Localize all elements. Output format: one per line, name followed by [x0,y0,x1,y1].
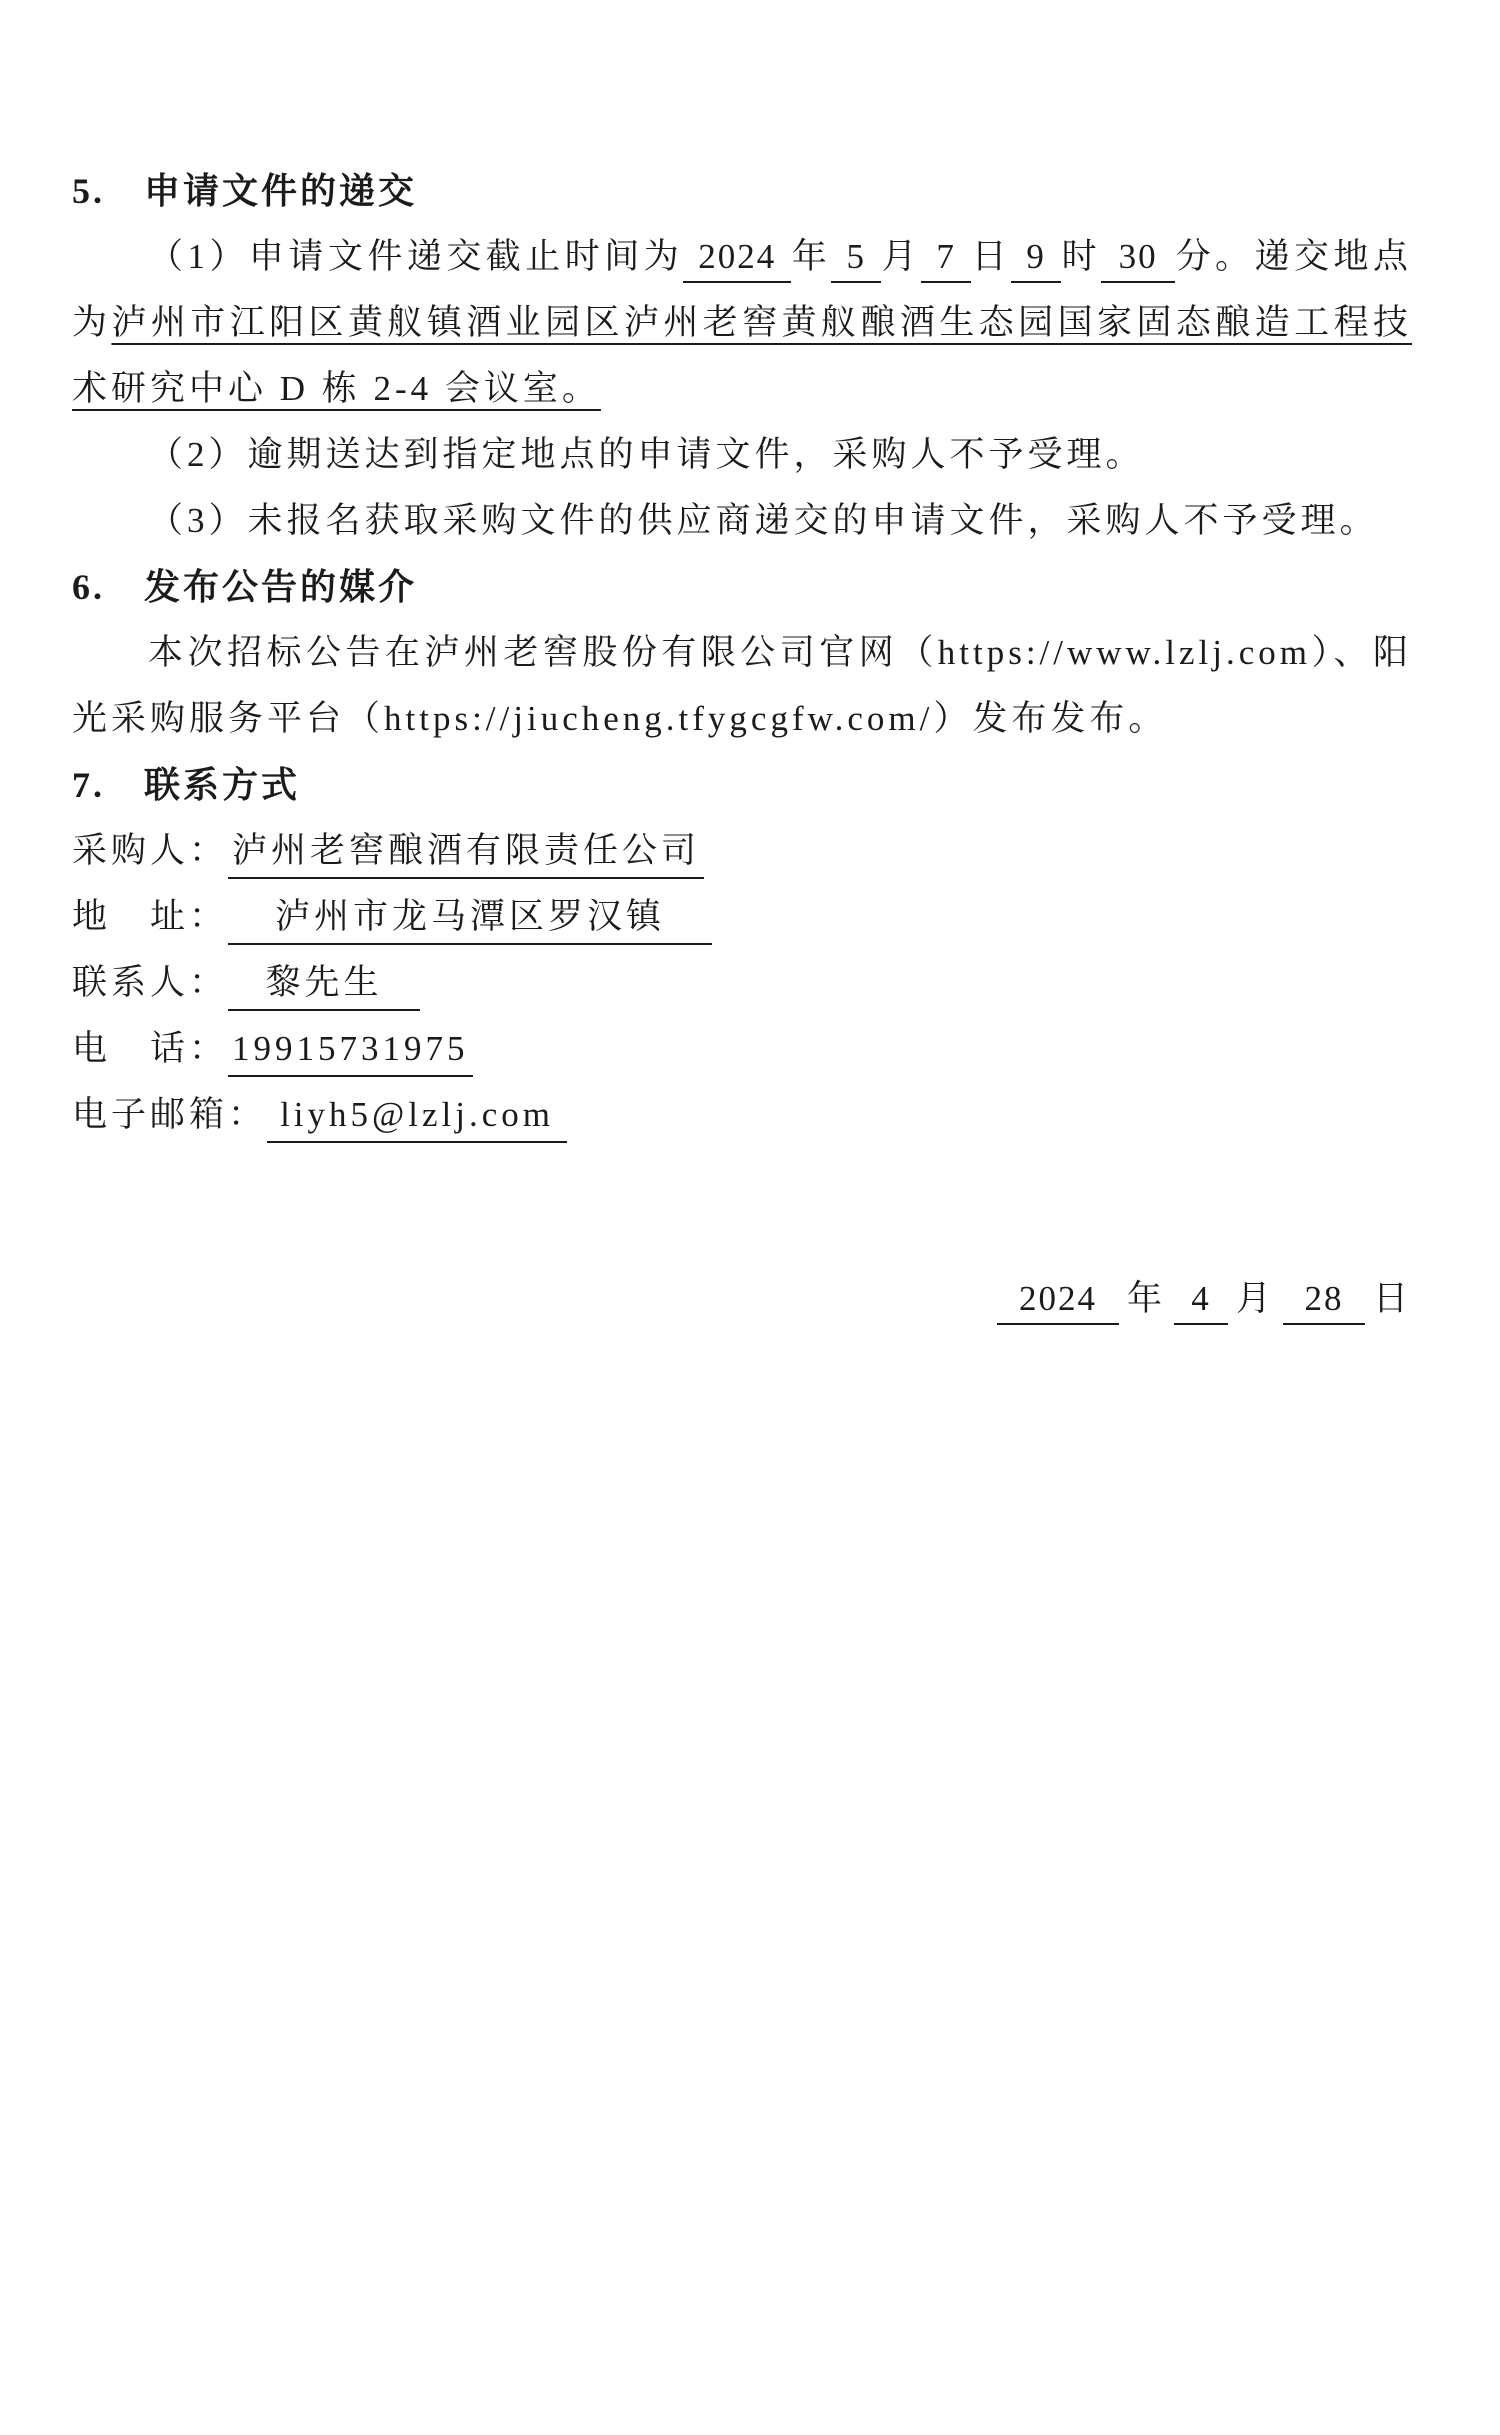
deadline-hour-value: 9 [1011,237,1061,283]
address-label: 地 址： [72,897,229,936]
date-month-label: 月 [1235,1279,1275,1318]
deadline-day-label: 日 [971,237,1012,276]
deadline-minute-label: 分。递交地点为 [72,237,1412,342]
phone-label: 电 话： [72,1029,229,1068]
section6-heading: 6. 发布公告的媒介 [72,567,418,607]
date-day-value: 28 [1283,1279,1365,1325]
lzlj-website-url: https://www.lzlj.com [937,633,1312,672]
media-prefix-text: 本次招标公告在泸州老窖股份有限公司官网（ [148,633,938,672]
contact-person-row [72,950,1412,1016]
deadline-prefix-text: （1）申请文件递交截止时间为 [148,237,684,276]
deadline-year-label: 年 [791,237,832,276]
address-row [72,884,1412,950]
phone-row [72,1016,1412,1082]
late-submission-paragraph: （2）逾期送达到指定地点的申请文件，采购人不予受理。 [148,435,1145,474]
section7-heading: 7. 联系方式 [72,765,301,805]
announcement-media-paragraph [72,620,1412,752]
submission-location-text: 泸州市江阳区黄舣镇酒业园区泸州老窖黄舣酿酒生态园国家固态酿造工程技术研究中心 D 栋 2-4 会议室。 [72,303,1412,408]
purchaser-value: 泸州老窖酿酒有限责任公司 [228,829,704,879]
deadline-month-label: 月 [881,237,922,276]
purchaser-row [72,818,1412,884]
submission-deadline-paragraph [72,224,1412,422]
deadline-minute-value: 30 [1101,237,1175,283]
phone-value: 19915731975 [228,1027,473,1077]
email-value: liyh5@lzlj.com [267,1093,567,1143]
deadline-month-value: 5 [831,237,881,283]
contact-person-value: 黎先生 [228,961,420,1011]
date-line [72,1266,1412,1332]
email-row [72,1082,1412,1148]
date-month-value: 4 [1174,1279,1228,1325]
email-label: 电子邮箱： [72,1095,268,1134]
deadline-hour-label: 时 [1061,237,1102,276]
date-year-value: 2024 [997,1279,1119,1325]
unregistered-supplier-paragraph: （3）未报名获取采购文件的供应商递交的申请文件，采购人不予受理。 [148,501,1379,540]
media-middle-text: ）、阳光采购服务平台（ [72,633,1412,738]
procurement-platform-url: https://jiucheng.tfygcgfw.com/ [384,699,934,738]
section5-heading: 5. 申请文件的递交 [72,171,418,211]
deadline-year-value: 2024 [683,237,791,283]
contact-person-label: 联系人： [72,963,229,1002]
date-day-label: 日 [1372,1279,1412,1318]
purchaser-label: 采购人： [72,831,229,870]
date-year-label: 年 [1126,1279,1166,1318]
media-suffix-text: ）发布发布。 [933,699,1168,738]
deadline-day-value: 7 [921,237,971,283]
address-value: 泸州市龙马潭区罗汉镇 [228,895,712,945]
